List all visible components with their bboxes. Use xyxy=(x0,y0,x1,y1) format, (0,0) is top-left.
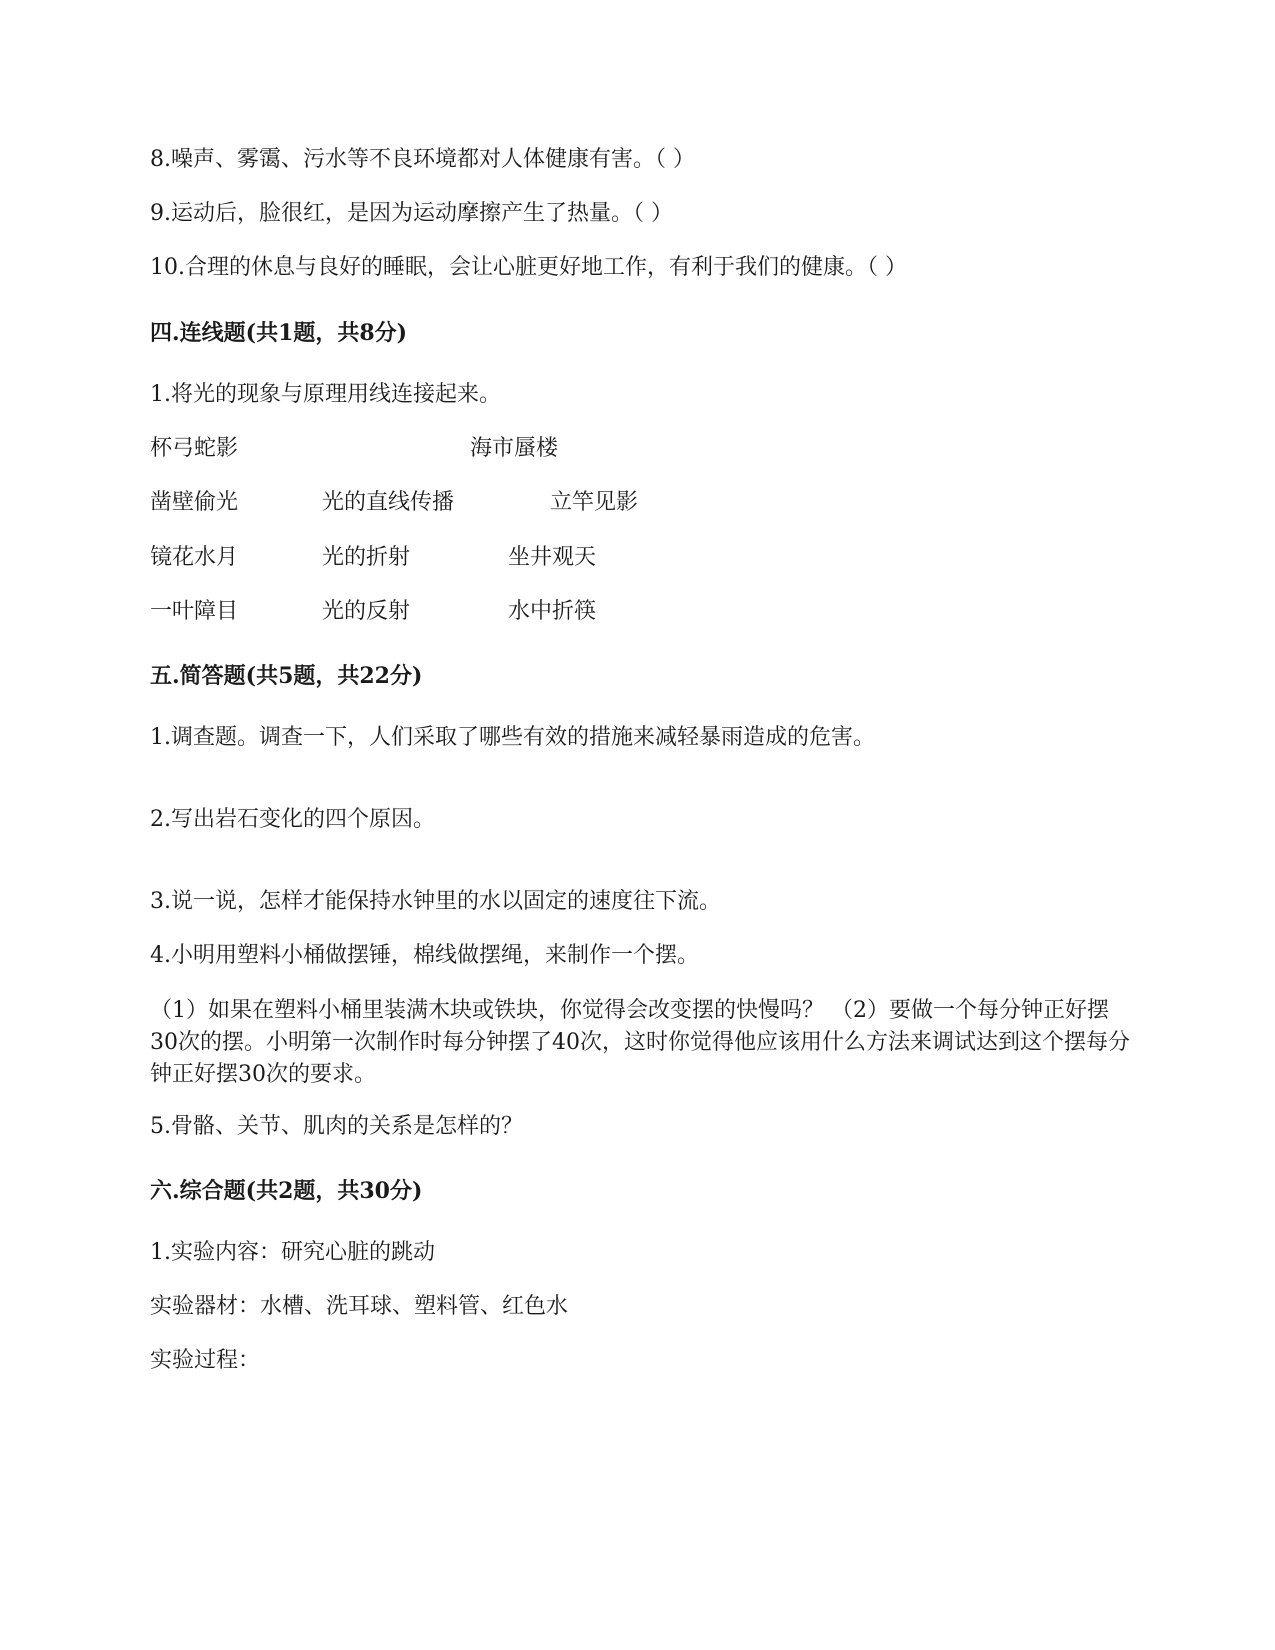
judgement-item-9: 9.运动后，脸很红，是因为运动摩擦产生了热量。（ ） xyxy=(150,201,673,226)
short-answer-q1: 1.调查题。调查一下，人们采取了哪些有效的措施来减轻暴雨造成的危害。 xyxy=(150,725,875,750)
experiment-materials: 实验器材：水槽、洗耳球、塑料管、红色水 xyxy=(150,1294,569,1319)
matching-right-item: 水中折筷 xyxy=(508,599,597,624)
section-heading-short-answer: 五.简答题(共5题，共22分) xyxy=(150,663,423,689)
matching-question: 1.将光的现象与原理用线连接起来。 xyxy=(150,382,501,407)
short-answer-q5: 5.骨骼、关节、肌肉的关系是怎样的？ xyxy=(150,1114,523,1139)
matching-principle: 光的直线传播 xyxy=(322,490,455,515)
experiment-process: 实验过程： xyxy=(150,1348,261,1373)
short-answer-q4-detail: （1）如果在塑料小桶里装满木块或铁块，你觉得会改变摆的快慢吗？ （2）要做一个每分钟正好摆30次的摆。小明第一次制作时每分钟摆了40次，这时你觉得他应该用什么方法来调试达到这个摆每分钟正好摆30次的要求。 xyxy=(150,998,1130,1087)
short-answer-q2: 2.写出岩石变化的四个原因。 xyxy=(150,807,435,832)
comprehensive-q1: 1.实验内容：研究心脏的跳动 xyxy=(150,1240,435,1265)
matching-right-item: 海市蜃楼 xyxy=(470,436,559,461)
short-answer-q4: 4.小明用塑料小桶做摆锤，棉线做摆绳，来制作一个摆。 xyxy=(150,943,699,968)
matching-principle: 光的反射 xyxy=(322,599,411,624)
matching-left-item: 一叶障目 xyxy=(150,599,239,624)
matching-principle: 光的折射 xyxy=(322,545,411,570)
matching-left-item: 镜花水月 xyxy=(150,545,239,570)
judgement-item-10: 10.合理的休息与良好的睡眠，会让心脏更好地工作，有利于我们的健康。（ ） xyxy=(150,255,907,280)
section-heading-matching: 四.连线题(共1题，共8分) xyxy=(150,320,408,346)
matching-right-item: 立竿见影 xyxy=(550,490,639,515)
matching-left-item: 杯弓蛇影 xyxy=(150,436,239,461)
matching-right-item: 坐井观天 xyxy=(508,545,597,570)
matching-left-item: 凿壁偷光 xyxy=(150,490,239,515)
judgement-item-8: 8.噪声、雾霭、污水等不良环境都对人体健康有害。（ ） xyxy=(150,147,695,172)
short-answer-q3: 3.说一说，怎样才能保持水钟里的水以固定的速度往下流。 xyxy=(150,889,721,914)
section-heading-comprehensive: 六.综合题(共2题，共30分) xyxy=(150,1178,423,1204)
